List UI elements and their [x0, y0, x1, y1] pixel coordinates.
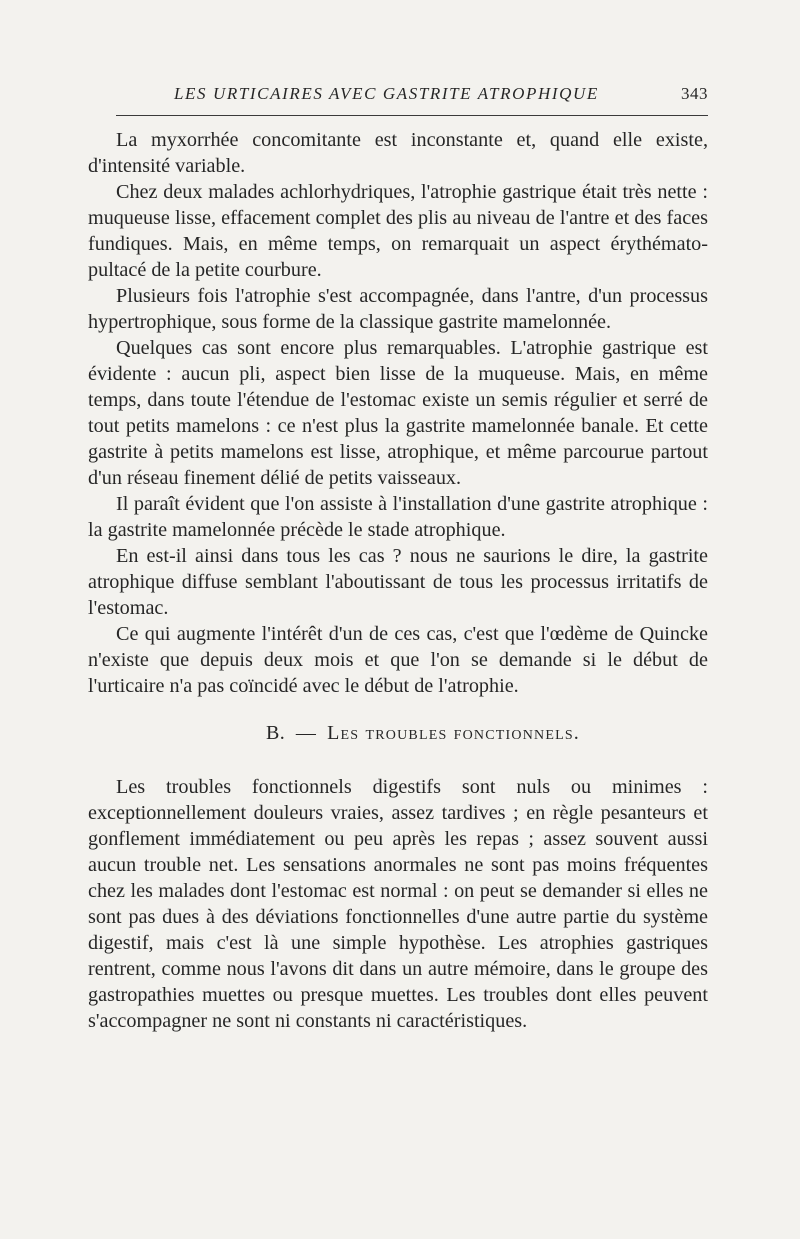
paragraph-myxorrhee: La myxorrhée concomitante est inconstante et, quand elle existe, d'intensité variable.	[88, 129, 708, 177]
section-label: B.	[265, 722, 286, 744]
paragraph-achlorhydriques: Chez deux malades achlorhydriques, l'atrophie gastrique était très nette : muqueuse lisse, effacement complet des plis au niveau de l'antre et des faces fundiques. Mais, en même temps, on remarquait un aspect érythémato-pultacé de la petite courbure.	[88, 181, 708, 281]
body-text	[88, 127, 708, 1034]
paragraph-troubles-fonctionnels: Les troubles fonctionnels digestifs sont nuls ou minimes : exceptionnellement douleurs vraies, assez tardives ; en règle pesanteurs et gonflement immédiatement ou peu après les repas ; assez souvent aussi aucun trouble net. Les sensations anormales ne sont pas moins fréquentes chez les malades dont l'estomac est normal : on peut se demander si elles ne sont pas dues à des déviations fonctionnelles d'une autre partie du système digestif, mais c'est là une simple hypothèse. Les atrophies gastriques rentrent, comme nous l'avons dit dans un autre mémoire, dans le groupe des gastropathies muettes ou presque muettes. Les troubles dont elles peuvent s'accompagner ne sont ni constants ni caractéristiques.	[88, 776, 708, 1032]
header-rule	[116, 115, 708, 116]
section-dash: —	[295, 722, 317, 744]
paragraph-remarquables: Quelques cas sont encore plus remarquables. L'atrophie gastrique est évidente : aucun pli, aspect bien lisse de la muqueuse. Mais, en même temps, dans toute l'étendue de l'estomac existe un semis régulier et serré de tout petits mamelons : ce n'est plus la gastrite mamelonnée banale. Et cette gastrite à petits mamelons est lisse, atrophique, et même parcourue partout d'un réseau finement délié de petits vaisseaux.	[88, 337, 708, 489]
page-number: 343	[681, 84, 708, 103]
paragraph-hypertrophique: Plusieurs fois l'atrophie s'est accompagnée, dans l'antre, d'un processus hypertrophique, sous forme de la classique gastrite mamelonnée.	[88, 285, 708, 333]
paragraph-quincke: Ce qui augmente l'intérêt d'un de ces cas, c'est que l'œdème de Quincke n'existe que depuis deux mois et que l'on se demande si le début de l'urticaire n'a pas coïncidé avec le début de l'atrophie.	[88, 623, 708, 697]
section-heading	[88, 699, 708, 774]
paragraph-tous-les-cas: En est-il ainsi dans tous les cas ? nous ne saurions le dire, la gastrite atrophique diffuse semblant l'aboutissant de tous les processus irritatifs de l'estomac.	[88, 545, 708, 619]
section-title: Les troubles fonctionnels.	[327, 722, 581, 744]
running-title: LES URTICAIRES AVEC GASTRITE ATROPHIQUE	[174, 84, 599, 103]
paragraph-installation: Il paraît évident que l'on assiste à l'installation d'une gastrite atrophique : la gastrite mamelonnée précède le stade atrophique.	[88, 493, 708, 541]
running-head	[116, 84, 708, 112]
